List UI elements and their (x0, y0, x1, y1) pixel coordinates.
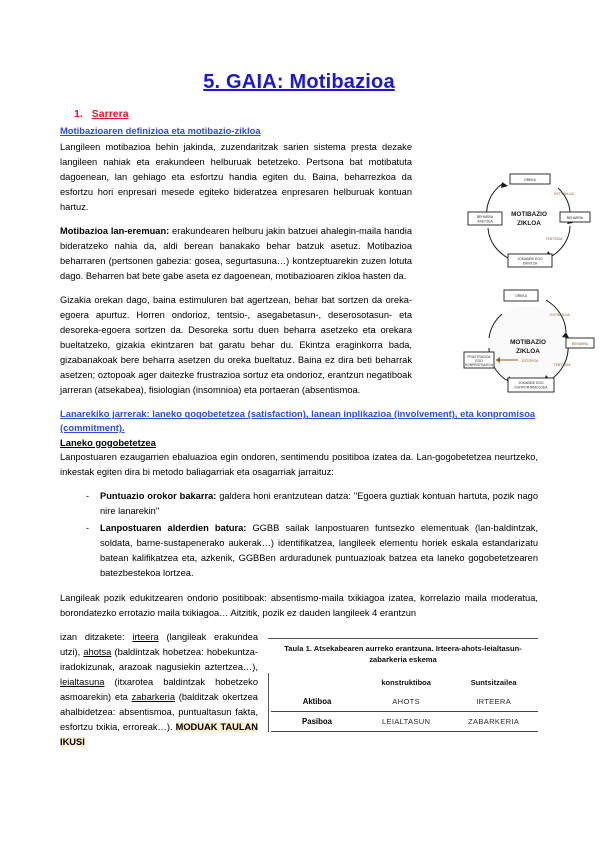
table-cell-pasiboa-suntsitzailea: ZABARKERIA (449, 712, 538, 732)
term-ahotsa: ahotsa (83, 647, 112, 658)
highlighted-note: MODUAK TAULAN IKUSI (60, 722, 258, 748)
table-cell-aktiboa-konstruktiboa: AHOTS (363, 692, 449, 712)
bullet-2-body: GGBB sailak lanpostuaren funtsezko elementuak (lan-baldintzak, soldata, barne-sustapenerako aukerak…) identifikatzea, langileek elementu horiek eskala estandarizatu batean kalifikatzea eta, azkenik, GGBBen arduradunek puntuazioak batzea eta laneko gogobetetzearen batezbestekoa lortzea. (100, 522, 538, 578)
svg-text:ESTIMULUA: ESTIMULUA (554, 192, 574, 196)
svg-text:TENTSIOA: TENTSIOA (553, 363, 571, 367)
flow-text-3: (baldintzak hobetzea: hobekuntza-iradokizunak, arazoak nagusiekin aztertzea…), (60, 647, 258, 673)
taula-1-container (268, 638, 538, 732)
metodo-list (60, 489, 538, 581)
paragraph-lan-eremuan-lead: Motibazioa lan-eremuan: (60, 225, 170, 236)
table-and-flow-block (60, 630, 538, 750)
table-corner-cell (271, 673, 363, 692)
paragraph-ondorio-positiboak: Langileak pozik edukitzearen ondorio positiboak: absentismo-maila txikiagoa izatea, korrelazio maila moderatua, borondatezko errotazio maila txikiagoa… Aitzitik, pozik ez dauden langileek 4 erantzun (60, 593, 538, 619)
svg-text:ZIKLOA: ZIKLOA (517, 220, 541, 227)
svg-text:JOKABIDE EDO: JOKABIDE EDO (517, 257, 543, 261)
svg-text:ESTIMULUA: ESTIMULUA (550, 313, 570, 317)
paragraph-intro: Langileen motibazioa behin jakinda, zuzendaritzak sarien sistema presta dezake langileen nahiak eta erakundeen helburuak betetzeko. Pertsona bat motibatuta dagoenean, lan gehiago eta esfortzu handia egiten du. Baina, beharrezkoa da esfortzu hori enpresari mesede egiteko bideratzea enpresaren helburuak kontuan hartuz. (60, 141, 412, 212)
paragraph-lan-eremuan-body: erakundearen helburu jakin batzuei ahalegin-maila handia bideratzeko nahia da, aldi berean banakako behar batzuk asetuz. Motibazioa beharraren (pertsonen gabezia: gosea, segurtasuna…) kontzeptuarekin zuzen lotuta dago. Beharren bat bete gabe aseta ez dagoenean, motibazioaren zikloa hasten da. (60, 225, 412, 281)
table-cell-aktiboa-suntsitzailea: IRTEERA (449, 692, 538, 712)
bullet-2-lead: Lanpostuaren alderdien batura: (100, 522, 247, 533)
svg-text:OZTOPOA: OZTOPOA (521, 359, 539, 363)
list-item (86, 489, 538, 519)
subheading-lanarekiko-jarrerak: Lanarekiko jarrerak: laneko gogobetetzea (satisfaction), lanean inplikazioa (involvement), eta konpromisoa (commitment). (60, 408, 536, 433)
svg-text:BEHARRA: BEHARRA (476, 215, 494, 219)
subheading-laneko-gogobetetzea: Laneko gogobetetzea (60, 436, 156, 448)
bullet-1-lead: Puntuazio orokor bakarra: (100, 490, 217, 501)
paragraph-oreka: Gizakia orekan dago, baina estimuluren bat agertzean, behar bat sortzen da oreka-egoera apurtuz. Horren ondorioz, tentsio-, asegabetasun-, deserosotasun- eta desoreka-egoera sortzen da. Desoreka sortu duen beharra asetzeko eta orekara bueltatzeko, gizakia ekintzaren bat garatu behar du. Ekintza eraginkorra bada, gizabanakoak bere beharra asetzen du oreka bueltatuz. Baina ez dira beti beharrak asetzen; oztopoak ager daitezke frustrazioa sortuz eta ondorioz, erantzun negatiboak jarreran (atsekabea), fisiologian (insomnioa) eta portaeran (absentismoa. (60, 295, 412, 396)
svg-text:EDO: EDO (475, 359, 483, 363)
svg-text:TENTSIOA: TENTSIOA (545, 237, 563, 241)
svg-text:ZIKLOA: ZIKLOA (516, 348, 540, 355)
svg-text:EKINTZA: EKINTZA (522, 261, 538, 266)
table-col-suntsitzailea: Suntsitzailea (470, 678, 517, 688)
svg-text:MOTIBAZIO: MOTIBAZIO (510, 339, 546, 346)
table-col-konstruktiboa: konstruktiboa (381, 678, 431, 688)
paragraph-lan-eremuan (60, 224, 412, 284)
svg-text:OREKA: OREKA (524, 178, 536, 182)
svg-text:MOTIBAZIO: MOTIBAZIO (511, 211, 547, 218)
svg-text:KONPENTSAZIOA: KONPENTSAZIOA (464, 363, 494, 367)
document-content (60, 60, 538, 750)
bullet-1-body: galdera honi erantzutean datza: "Egoera guztiak kontuan hartuta, pozik nago nire lanarekin" (100, 490, 538, 516)
paragraph-lau-erantzunak (60, 630, 260, 750)
section-heading-sarrera (74, 108, 538, 120)
list-item (86, 521, 538, 581)
table-row (271, 692, 538, 712)
table-cell-pasiboa-konstruktiboa: LEIALTASUN (363, 712, 449, 732)
table-rule-wrap (268, 673, 538, 732)
flow-text-1: izan ditzakete: (60, 632, 133, 643)
svg-text:JOKABIDE EDO: JOKABIDE EDO (518, 381, 544, 385)
flow-text-5: (balditzak okertzea ahalbidetzea: absentismoa, puntualtasun fakta, esfortzu txikia, erroreak…). (60, 692, 258, 733)
taula-1 (271, 673, 538, 732)
subheading-definizioa: Motibazioaren definizioa eta motibazio-zikloa (60, 125, 261, 136)
section-number: 1. (74, 108, 83, 120)
flow-text-4: (itxarotea baldintzak hobetzeko asmoarekin) eta (60, 677, 258, 703)
table-row-header-pasiboa: Pasiboa (271, 712, 363, 732)
table-row-header-aktiboa: Aktiboa (271, 692, 363, 712)
flow-text-2: (langileak erakundea utzi), (60, 632, 258, 658)
table-row (271, 712, 538, 732)
svg-text:ASETZEA: ASETZEA (477, 219, 493, 224)
svg-text:OREKA: OREKA (515, 294, 527, 298)
svg-text:KONPORTAMOLDEA: KONPORTAMOLDEA (514, 385, 548, 390)
table-caption: Taula 1. Atsekabearen aurreko erantzuna. Irteera-ahots-leialtasun-zabarkeria eskema (268, 638, 538, 665)
section-label: Sarrera (91, 108, 129, 120)
paragraph-gogobetetzea: Lanpostuaren ezaugarrien ebaluazioa egin ondoren, sentimendu positiboa izatea da. Lan-gogobetetzea neurtzeko, inkestak egiten dira bi metodo baliagarriak eta osagarriak jarraituz: (60, 451, 538, 477)
term-zabarkeria: zabarkeria (131, 692, 176, 703)
term-leialtasuna: leialtasuna (60, 677, 105, 688)
svg-text:FRUSTRAZIOA: FRUSTRAZIOA (467, 355, 491, 359)
table-header-row (271, 673, 538, 692)
term-irteera: irteera (132, 632, 159, 643)
svg-text:BEHARRA: BEHARRA (566, 216, 584, 220)
page-title: 5. GAIA: Motibazioa (203, 71, 395, 93)
svg-text:BEHARRA: BEHARRA (571, 342, 589, 346)
